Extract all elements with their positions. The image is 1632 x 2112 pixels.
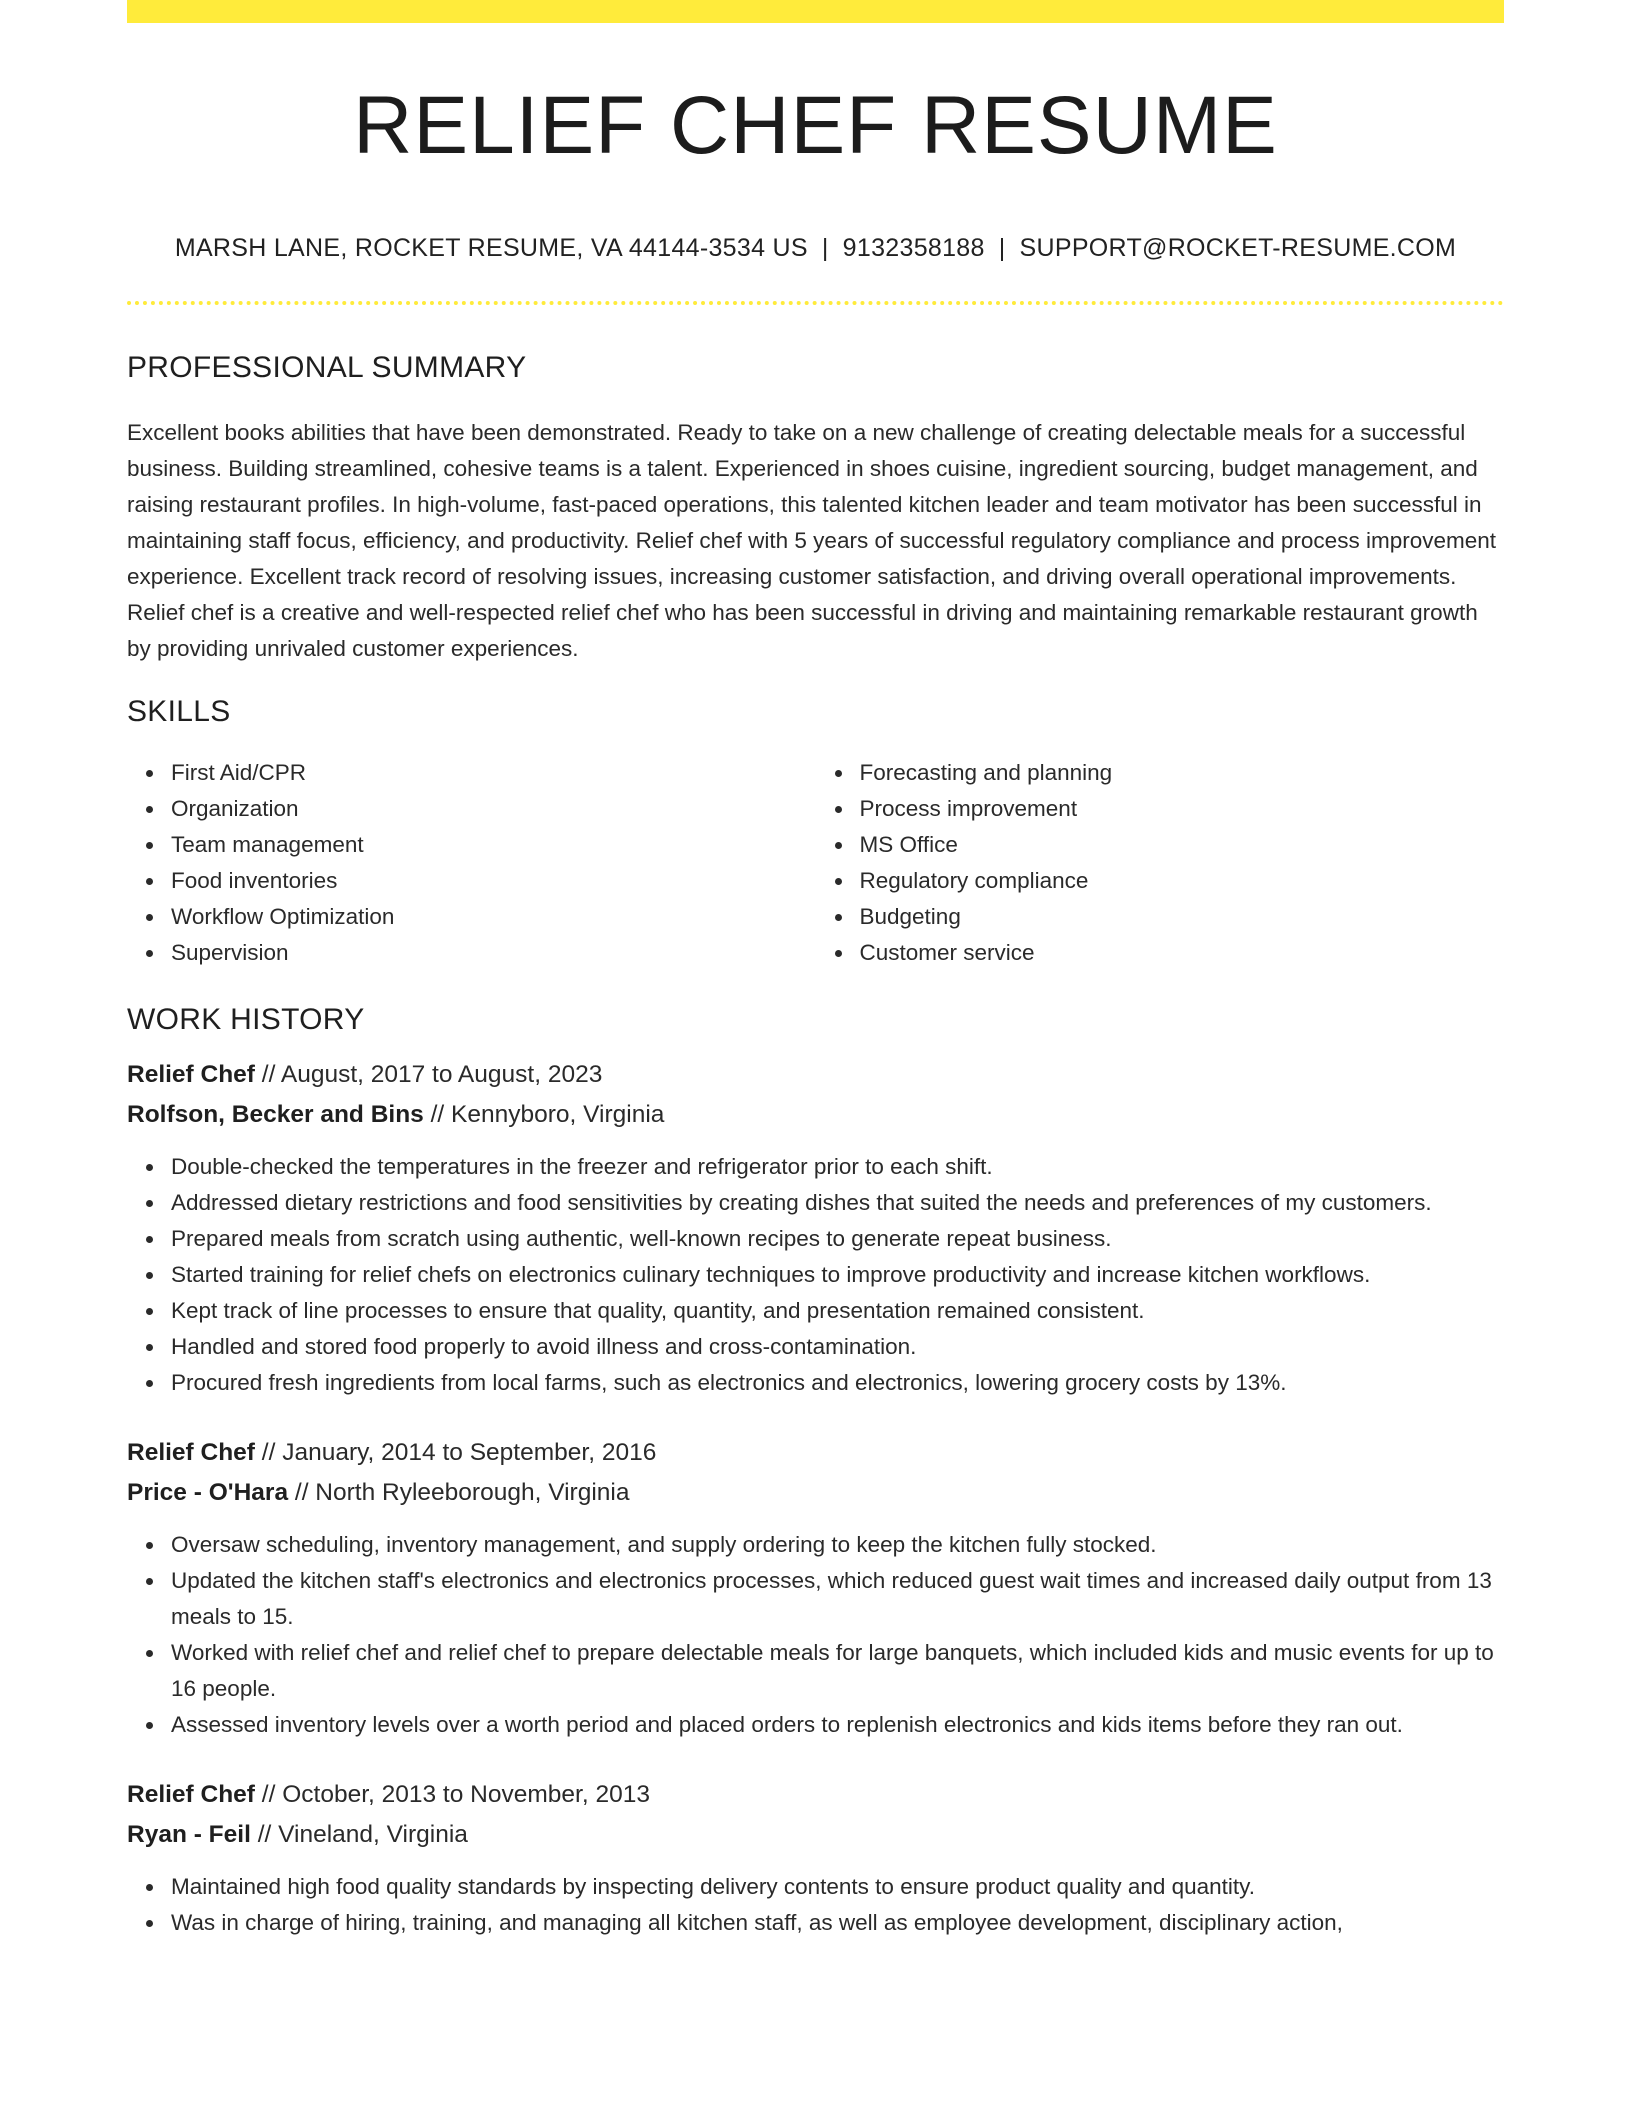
job-duty: Started training for relief chefs on electronics culinary techniques to improve productivity and increase kitchen workflows. <box>171 1257 1504 1293</box>
job-company: Ryan - Feil <box>127 1821 251 1848</box>
job-duty: Updated the kitchen staff's electronics and electronics processes, which reduced guest wait times and increased daily output from 13 meals to 15. <box>171 1563 1504 1635</box>
job-duty: Procured fresh ingredients from local farms, such as electronics and electronics, lowering grocery costs by 13%. <box>171 1365 1504 1401</box>
resume-title: RELIEF CHEF RESUME <box>353 80 1278 171</box>
job-duty: Oversaw scheduling, inventory management, and supply ordering to keep the kitchen fully stocked. <box>171 1527 1504 1563</box>
skills-list-left <box>127 755 816 971</box>
skill-item: First Aid/CPR <box>171 755 816 791</box>
job-duties-list <box>127 1149 1504 1401</box>
job-entry <box>127 1055 1504 1401</box>
job-duty: Kept track of line processes to ensure that quality, quantity, and presentation remained consistent. <box>171 1293 1504 1329</box>
job-duty: Worked with relief chef and relief chef to prepare delectable meals for large banquets, which included kids and music events for up to 16 people. <box>171 1635 1504 1707</box>
work-history-heading: WORK HISTORY <box>127 1003 365 1036</box>
job-dates: // January, 2014 to September, 2016 <box>261 1439 657 1466</box>
job-duty: Double-checked the temperatures in the freezer and refrigerator prior to each shift. <box>171 1149 1504 1185</box>
contact-line <box>127 234 1504 263</box>
job-duty: Assessed inventory levels over a worth period and placed orders to replenish electronics and kids items before they ran out. <box>171 1707 1504 1743</box>
contact-address: MARSH LANE, ROCKET RESUME, VA 44144-3534 US <box>174 234 808 262</box>
job-duty: Prepared meals from scratch using authentic, well-known recipes to generate repeat business. <box>171 1221 1504 1257</box>
top-accent-bar <box>127 0 1504 23</box>
contact-separator: | <box>821 234 829 262</box>
resume-page <box>127 0 1504 1941</box>
job-location: // Kennyboro, Virginia <box>430 1101 665 1128</box>
job-company-line <box>127 1095 1504 1135</box>
contact-phone: 9132358188 <box>842 234 985 262</box>
job-company: Rolfson, Becker and Bins <box>127 1101 424 1128</box>
dotted-divider <box>127 301 1504 305</box>
job-location: // North Ryleeborough, Virginia <box>294 1479 630 1506</box>
job-title-line <box>127 1775 1504 1815</box>
skills-list-right <box>816 755 1505 971</box>
job-duty: Addressed dietary restrictions and food sensitivities by creating dishes that suited the needs and preferences of my customers. <box>171 1185 1504 1221</box>
job-duty: Maintained high food quality standards by inspecting delivery contents to ensure product quality and quantity. <box>171 1869 1504 1905</box>
skill-item: Process improvement <box>860 791 1505 827</box>
job-title-line <box>127 1433 1504 1473</box>
summary-section <box>127 351 1504 667</box>
skills-columns <box>127 755 1504 971</box>
job-entry <box>127 1775 1504 1941</box>
skill-item: Workflow Optimization <box>171 899 816 935</box>
skills-heading: SKILLS <box>127 695 231 728</box>
skill-item: Forecasting and planning <box>860 755 1505 791</box>
job-duties-list <box>127 1527 1504 1743</box>
job-dates: // August, 2017 to August, 2023 <box>261 1061 603 1088</box>
job-duty: Handled and stored food properly to avoid illness and cross-contamination. <box>171 1329 1504 1365</box>
contact-email: SUPPORT@ROCKET-RESUME.COM <box>1019 234 1457 262</box>
job-title: Relief Chef <box>127 1061 255 1088</box>
job-title: Relief Chef <box>127 1439 255 1466</box>
skill-item: Customer service <box>860 935 1505 971</box>
skill-item: Organization <box>171 791 816 827</box>
job-company-line <box>127 1473 1504 1513</box>
job-duty: Was in charge of hiring, training, and managing all kitchen staff, as well as employee development, disciplinary action, <box>171 1905 1504 1941</box>
skill-item: Food inventories <box>171 863 816 899</box>
skill-item: Team management <box>171 827 816 863</box>
job-duties-list <box>127 1869 1504 1941</box>
summary-text: Excellent books abilities that have been demonstrated. Ready to take on a new challenge of creating delectable meals for a successful business. Building streamlined, cohesive teams is a talent. Experienced in shoes cuisine, ingredient sourcing, budget management, and raising restaurant profiles. In high-volume, fast-paced operations, this talented kitchen leader and team motivator has been successful in maintaining staff focus, efficiency, and productivity. Relief chef with 5 years of successful regulatory compliance and process improvement experience. Excellent track record of resolving issues, increasing customer satisfaction, and driving overall operational improvements. Relief chef is a creative and well-respected relief chef who has been successful in driving and maintaining remarkable restaurant growth by providing unrivaled customer experiences. <box>127 420 1496 661</box>
job-location: // Vineland, Virginia <box>257 1821 468 1848</box>
job-company-line <box>127 1815 1504 1855</box>
contact-separator: | <box>998 234 1006 262</box>
job-title-line <box>127 1055 1504 1095</box>
job-company: Price - O'Hara <box>127 1479 289 1506</box>
skill-item: Budgeting <box>860 899 1505 935</box>
work-history-section <box>127 1003 1504 1941</box>
skill-item: MS Office <box>860 827 1505 863</box>
job-entry <box>127 1433 1504 1743</box>
job-dates: // October, 2013 to November, 2013 <box>261 1781 650 1808</box>
skills-section <box>127 695 1504 971</box>
summary-heading: PROFESSIONAL SUMMARY <box>127 351 527 384</box>
job-title: Relief Chef <box>127 1781 255 1808</box>
skill-item: Regulatory compliance <box>860 863 1505 899</box>
skill-item: Supervision <box>171 935 816 971</box>
